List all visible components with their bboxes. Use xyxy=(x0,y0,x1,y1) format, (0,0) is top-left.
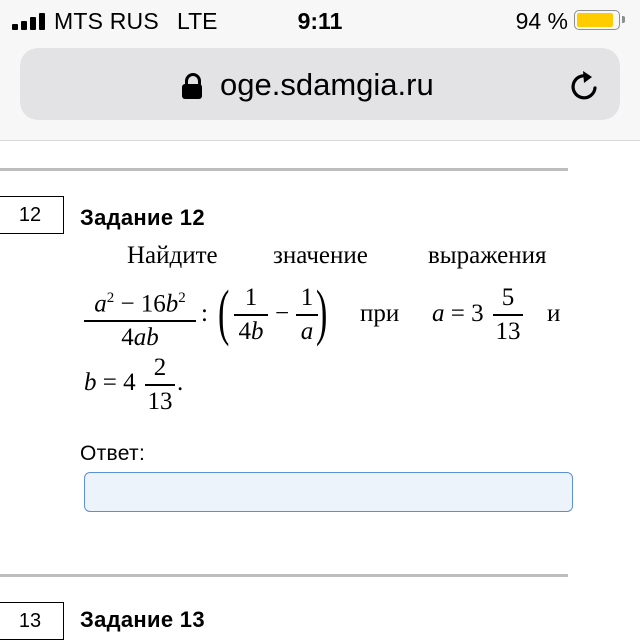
reload-icon[interactable] xyxy=(568,69,602,103)
task-title: Задание 12 xyxy=(80,205,205,230)
word-when: при xyxy=(360,300,400,327)
browser-toolbar xyxy=(0,40,640,141)
fraction-one-over-a: 1 a xyxy=(296,284,318,346)
battery-icon xyxy=(574,10,620,30)
network-type: LTE xyxy=(177,8,218,34)
colon-sign: : xyxy=(201,300,208,327)
fraction-one-over-4b: 1 4b xyxy=(234,284,268,346)
minus-sign: − xyxy=(275,300,290,327)
expression-fraction: $a^2 - 16b^2$ 4ab xyxy=(84,284,196,352)
period: . xyxy=(177,369,184,396)
status-bar xyxy=(0,0,640,40)
carrier-name: MTS RUS xyxy=(54,8,159,34)
condition-b-fraction: 2 13 xyxy=(145,354,175,416)
battery-fill xyxy=(577,13,613,27)
task-number-box[interactable]: 13 xyxy=(0,602,64,640)
address-bar[interactable] xyxy=(20,48,620,120)
condition-b: b = 4 xyxy=(84,369,136,396)
battery-percent: 94 % xyxy=(515,8,568,34)
word-find: Найдите xyxy=(127,242,218,269)
task-title: Задание 13 xyxy=(80,607,205,632)
answer-input[interactable] xyxy=(84,472,573,512)
answer-label: Ответ: xyxy=(80,442,146,465)
right-paren: ) xyxy=(316,279,328,347)
task-divider xyxy=(0,574,568,577)
word-and: и xyxy=(547,300,561,327)
url-text[interactable]: oge.sdamgia.ru xyxy=(220,67,434,102)
clock: 9:11 xyxy=(297,8,343,34)
lock-icon xyxy=(182,73,202,99)
task-divider xyxy=(0,168,568,171)
word-expression: выражения xyxy=(428,242,547,269)
condition-a: a = 3 xyxy=(432,300,484,327)
left-paren: ( xyxy=(218,279,230,347)
condition-a-fraction: 5 13 xyxy=(493,284,523,346)
task-number-box[interactable]: 12 xyxy=(0,196,64,234)
word-value: значение xyxy=(273,242,368,269)
